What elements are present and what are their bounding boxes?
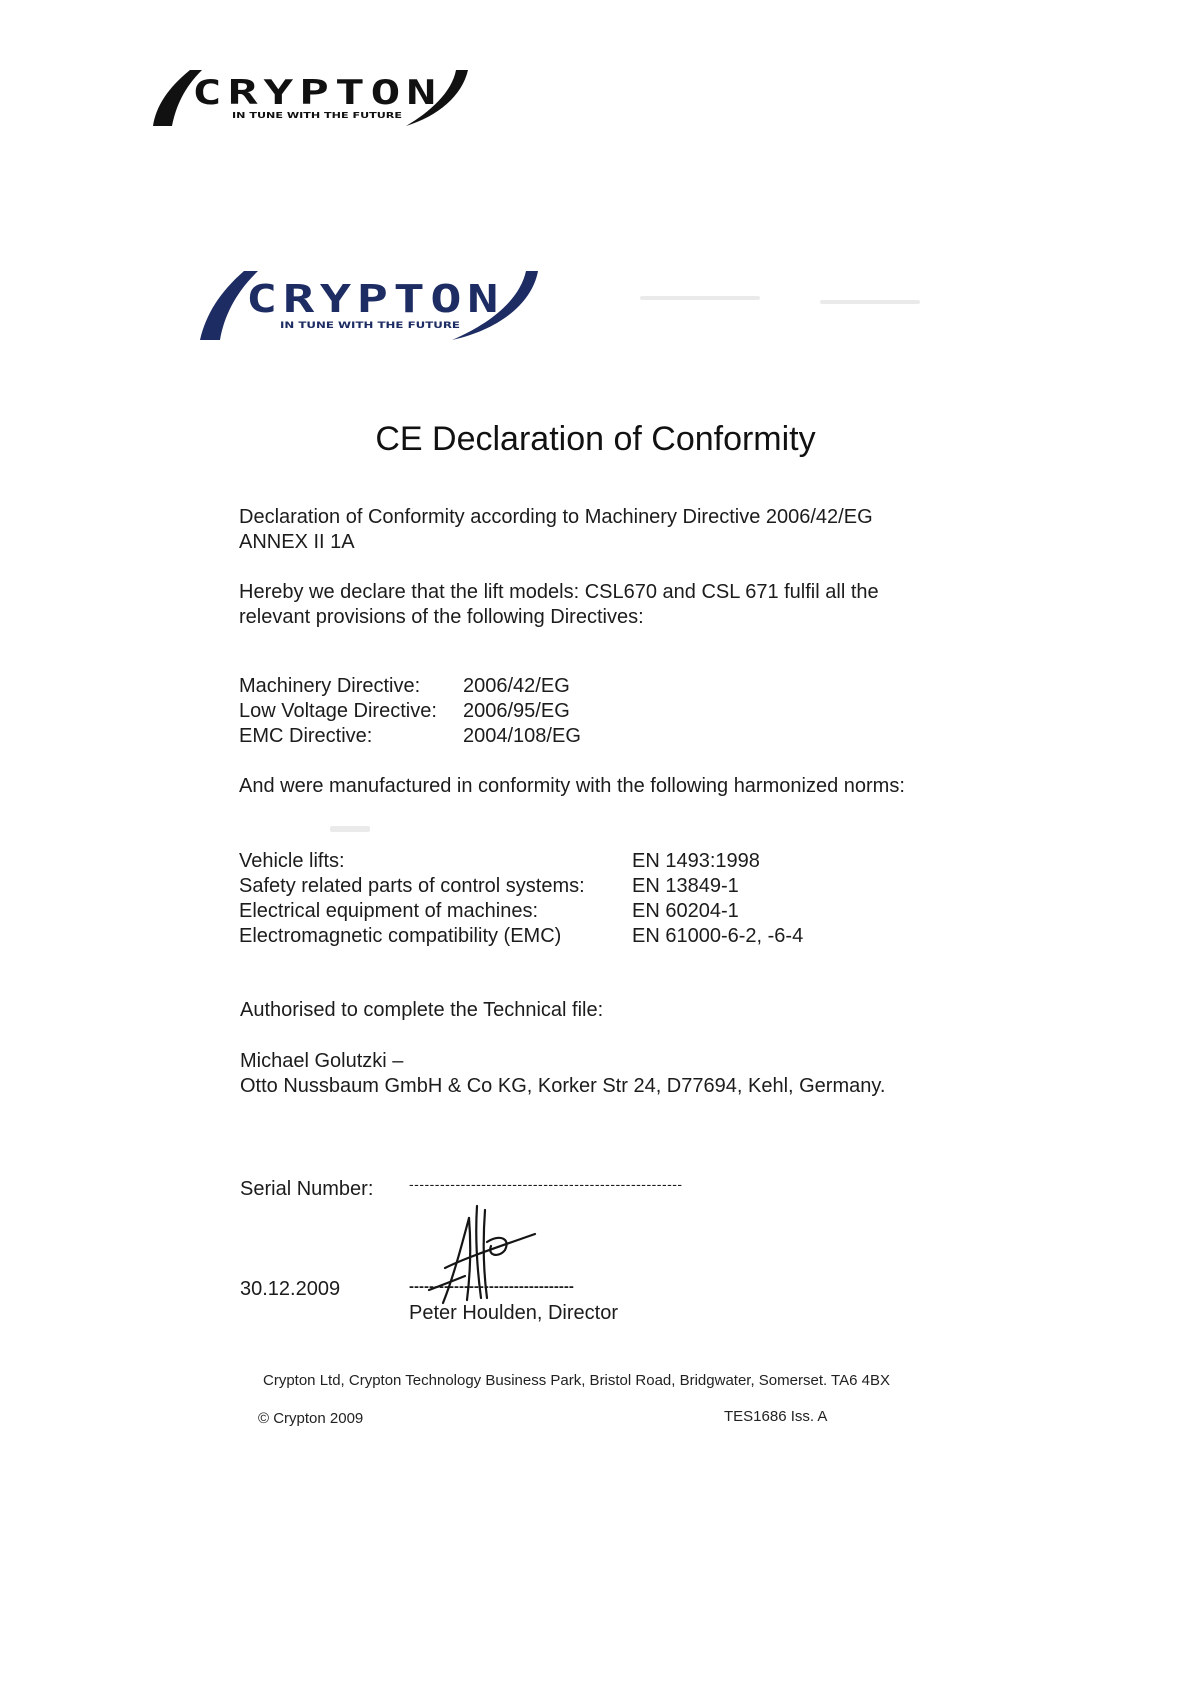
- directives-list: [239, 674, 581, 749]
- document-title: CE Declaration of Conformity: [375, 420, 816, 458]
- letterhead-logo: [198, 268, 543, 344]
- norm-row: [239, 849, 803, 874]
- declaration-paragraph: [239, 580, 879, 630]
- authorised-person: Michael Golutzki –: [240, 1050, 404, 1072]
- footer-address: Crypton Ltd, Crypton Technology Business Park, Bristol Road, Bridgwater, Somerset. TA6 4BX: [263, 1372, 890, 1389]
- directive-code: 2006/42/EG: [463, 675, 570, 697]
- footer-doc-ref: TES1686 Iss. A: [724, 1408, 828, 1425]
- norm-row: [239, 874, 803, 899]
- authorised-address: Otto Nussbaum GmbH & Co KG, Korker Str 24, D77694, Kehl, Germany.: [240, 1075, 886, 1097]
- header-logo: [150, 68, 480, 130]
- directive-name: Machinery Directive:: [239, 675, 421, 697]
- authorised-label: Authorised to complete the Technical file:: [240, 999, 604, 1021]
- norm-name: Safety related parts of control systems:: [239, 875, 585, 897]
- intro-line: ANNEX II 1A: [239, 531, 355, 553]
- header-logo-tagline: IN TUNE WITH THE FUTURE: [232, 111, 402, 120]
- norm-name: Vehicle lifts:: [239, 850, 345, 872]
- serial-value: -----------------------------------------------------: [409, 1176, 683, 1192]
- norms-intro: And were manufactured in conformity with the following harmonized norms:: [239, 775, 905, 797]
- norm-row: [239, 899, 803, 924]
- serial-label: Serial Number:: [240, 1178, 374, 1200]
- norm-code: EN 60204-1: [632, 900, 739, 922]
- directive-row: [239, 674, 581, 699]
- directive-name: EMC Directive:: [239, 725, 373, 747]
- intro-paragraph: [239, 505, 873, 555]
- norm-name: Electrical equipment of machines:: [239, 900, 539, 922]
- letterhead-logo-brand: CRYPTON: [246, 277, 504, 321]
- header-logo-brand: CRYPTON: [192, 73, 442, 113]
- scan-artifact: [330, 826, 370, 832]
- norm-row: [239, 924, 803, 949]
- letterhead-logo-tagline: IN TUNE WITH THE FUTURE: [280, 321, 460, 331]
- directive-row: [239, 724, 581, 749]
- norm-code: EN 1493:1998: [632, 850, 760, 872]
- directive-code: 2004/108/EG: [463, 725, 581, 747]
- scan-artifact: [820, 300, 920, 304]
- authorised-block: [240, 1049, 885, 1099]
- directive-code: 2006/95/EG: [463, 700, 570, 722]
- norm-code: EN 13849-1: [632, 875, 739, 897]
- directive-row: [239, 699, 581, 724]
- signature-date: 30.12.2009: [240, 1278, 341, 1300]
- handwritten-signature: [425, 1198, 545, 1313]
- norm-code: EN 61000-6-2, -6-4: [632, 925, 804, 947]
- scan-artifact: [640, 296, 760, 300]
- signatory-name: Peter Houlden, Director: [409, 1302, 618, 1324]
- footer-copyright: © Crypton 2009: [258, 1410, 364, 1427]
- declaration-line: relevant provisions of the following Directives:: [239, 606, 644, 628]
- directive-name: Low Voltage Directive:: [239, 700, 437, 722]
- norm-name: Electromagnetic compatibility (EMC): [239, 925, 562, 947]
- signature-line: ---------------------------------: [409, 1278, 574, 1295]
- norms-list: [239, 849, 803, 949]
- declaration-line: Hereby we declare that the lift models: CSL670 and CSL 671 fulfil all the: [239, 581, 879, 603]
- intro-line: Declaration of Conformity according to Machinery Directive 2006/42/EG: [239, 506, 873, 528]
